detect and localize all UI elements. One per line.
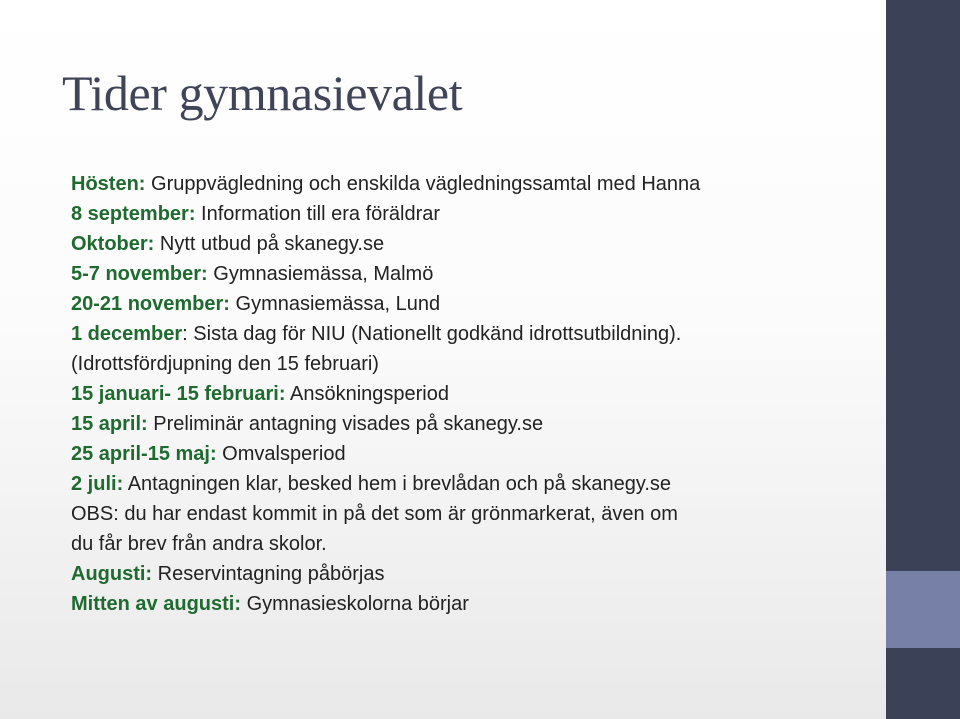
schedule-line bbox=[71, 379, 871, 409]
line-date-label: 15 januari- 15 februari: bbox=[71, 383, 286, 405]
line-description: Nytt utbud på skanegy.se bbox=[154, 233, 385, 255]
schedule-list bbox=[71, 169, 871, 619]
line-description: Gymnasiemässa, Lund bbox=[229, 293, 441, 315]
line-date-label: 2 juli: bbox=[71, 473, 124, 495]
line-description: : Sista dag för NIU (Nationellt godkänd idrottsutbildning). bbox=[182, 323, 682, 345]
line-date-label: 15 april: bbox=[71, 413, 148, 435]
sidebar-accent-block bbox=[886, 571, 960, 648]
schedule-line bbox=[71, 229, 871, 259]
schedule-line bbox=[71, 589, 871, 619]
sidebar-bottom-block bbox=[886, 648, 960, 719]
schedule-line bbox=[71, 319, 871, 349]
line-date-label: Mitten av augusti: bbox=[71, 593, 242, 615]
line-description: Gymnasiemässa, Malmö bbox=[207, 263, 434, 285]
line-date-label: 8 september: bbox=[71, 203, 196, 225]
line-note: du får brev från andra skolor. bbox=[71, 533, 327, 555]
schedule-line bbox=[71, 199, 871, 229]
line-date-label: Hösten: bbox=[71, 173, 146, 195]
line-date-label: Augusti: bbox=[71, 563, 153, 585]
sidebar-top-block bbox=[886, 0, 960, 571]
line-description: Antagningen klar, besked hem i brevlådan och på skanegy.se bbox=[123, 473, 672, 495]
schedule-note-line bbox=[71, 529, 871, 559]
schedule-line bbox=[71, 559, 871, 589]
schedule-note-line bbox=[71, 499, 871, 529]
line-date-label: 1 december bbox=[71, 323, 183, 345]
schedule-line bbox=[71, 439, 871, 469]
decorative-sidebar bbox=[886, 0, 960, 719]
line-date-label: 25 april-15 maj: bbox=[71, 443, 217, 465]
line-description: Omvalsperiod bbox=[216, 443, 346, 465]
schedule-line bbox=[71, 409, 871, 439]
schedule-note-line bbox=[71, 349, 871, 379]
line-description: Gymnasieskolorna börjar bbox=[241, 593, 469, 615]
slide-title: Tider gymnasievalet bbox=[62, 65, 463, 121]
line-date-label: 5-7 november: bbox=[71, 263, 208, 285]
schedule-line bbox=[71, 469, 871, 499]
schedule-line bbox=[71, 169, 871, 199]
line-date-label: 20-21 november: bbox=[71, 293, 230, 315]
line-description: Reservintagning påbörjas bbox=[152, 563, 385, 585]
schedule-line bbox=[71, 259, 871, 289]
line-description: Preliminär antagning visades på skanegy.se bbox=[147, 413, 544, 435]
line-note: (Idrottsfördjupning den 15 februari) bbox=[71, 353, 379, 375]
line-date-label: Oktober: bbox=[71, 233, 155, 255]
line-description: Information till era föräldrar bbox=[195, 203, 441, 225]
line-description: Ansökningsperiod bbox=[285, 383, 449, 405]
line-note: OBS: du har endast kommit in på det som är grönmarkerat, även om bbox=[71, 503, 678, 525]
schedule-line bbox=[71, 289, 871, 319]
line-description: Gruppvägledning och enskilda vägledningssamtal med Hanna bbox=[145, 173, 701, 195]
